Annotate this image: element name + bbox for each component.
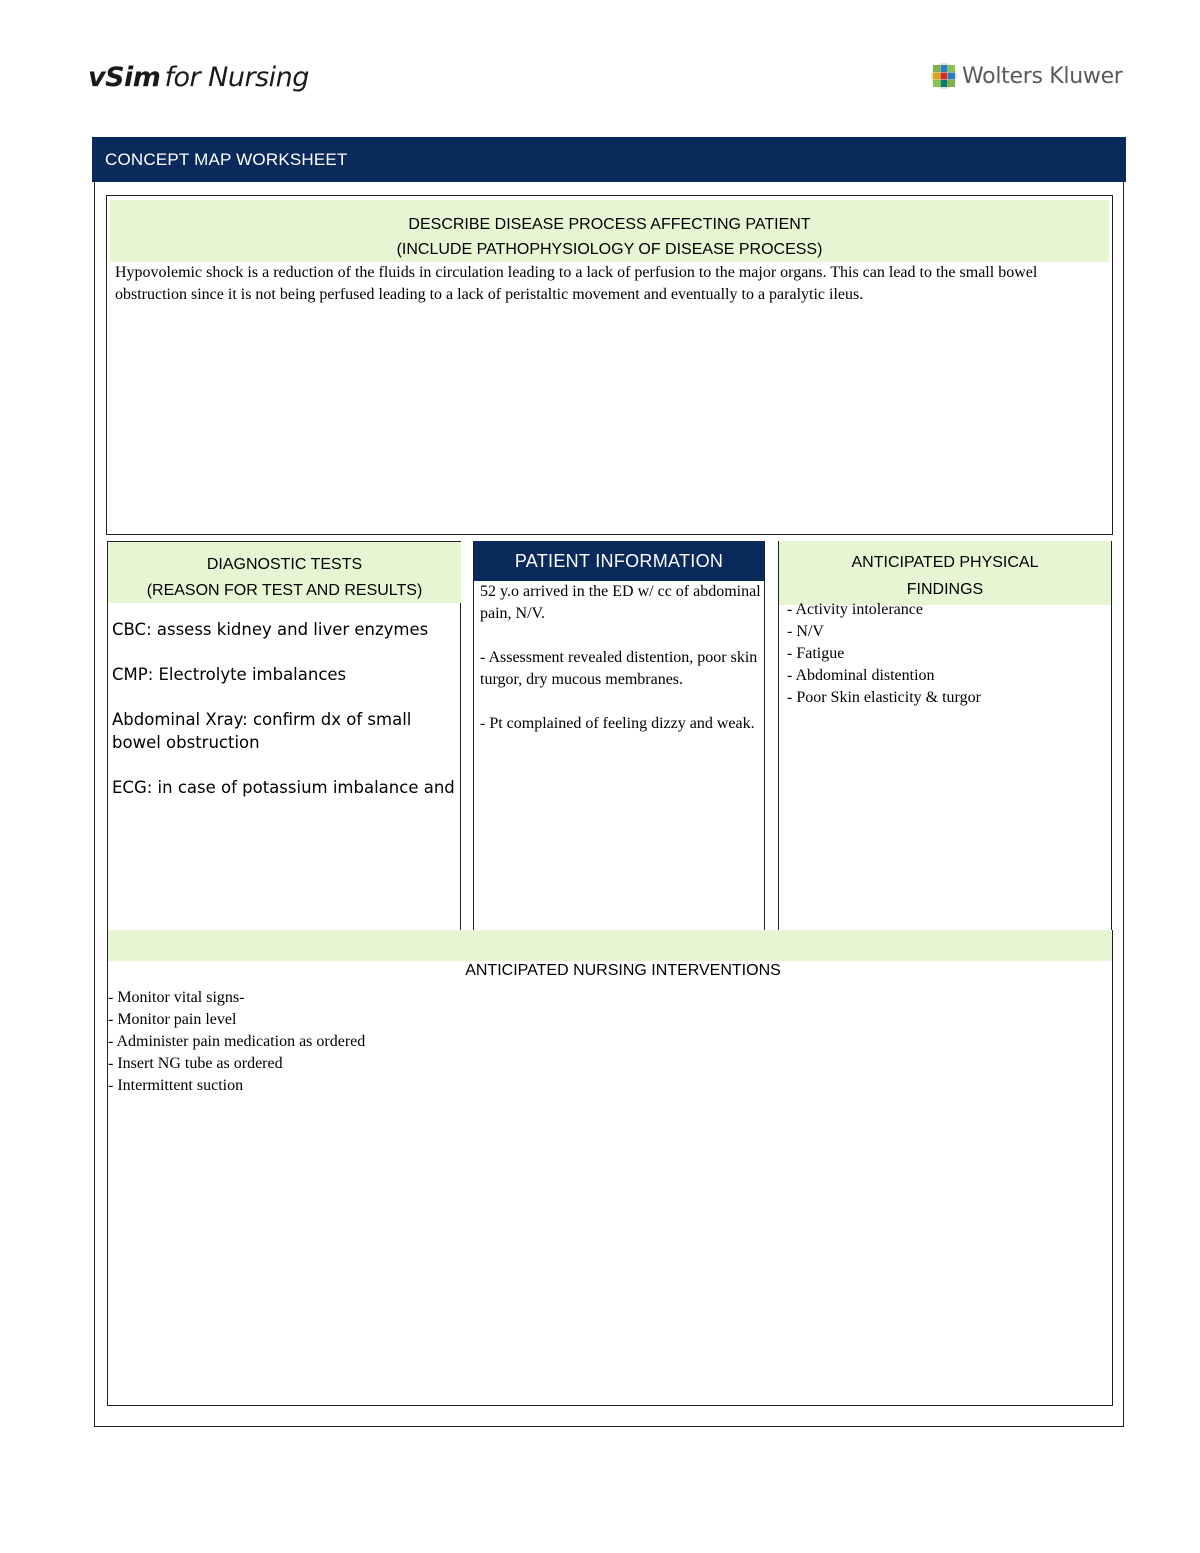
nursing-interventions-list [108,987,1008,1097]
diagnostic-item: CBC: assess kidney and liver enzymes [112,620,429,639]
patient-paragraph: - Assessment revealed distention, poor skin turgor, dry mucous membranes. [480,649,758,688]
patient-paragraph: 52 y.o arrived in the ED w/ cc of abdominal pain, N/V. [480,583,761,622]
nursing-interventions-heading: ANTICIPATED NURSING INTERVENTIONS [465,962,781,979]
publisher-logo [930,62,1123,90]
disease-heading-line2: (INCLUDE PATHOPHYSIOLOGY OF DISEASE PROCESS) [396,241,823,258]
disease-heading-line1: DESCRIBE DISEASE PROCESS AFFECTING PATIENT [408,216,811,233]
physical-findings-list [787,599,1107,709]
brand-logo [88,62,309,93]
findings-item: - Abdominal distention [787,667,935,684]
diagnostic-tests-section [107,541,461,931]
patient-information-section [473,541,765,931]
nursing-interventions-section [107,930,1113,1406]
findings-item: - Poor Skin elasticity & turgor [787,689,981,706]
brand-logo-rest: for Nursing [164,62,309,93]
nursing-interventions-band [108,930,1112,961]
nursing-item: - Monitor pain level [108,1011,237,1028]
publisher-name: Wolters Kluwer [962,63,1123,89]
diagnostic-tests-list [112,619,457,822]
nursing-item: - Insert NG tube as ordered [108,1055,283,1072]
nursing-item: - Intermittent suction [108,1077,244,1094]
nursing-item: - Monitor vital signs- [108,989,245,1006]
worksheet-title: CONCEPT MAP WORKSHEET [105,149,348,169]
brand-logo-bold: vSim [88,62,161,93]
patient-paragraph: - Pt complained of feeling dizzy and weak. [480,715,755,732]
patient-information-heading: PATIENT INFORMATION [474,541,764,581]
findings-item: - Activity intolerance [787,601,923,618]
disease-process-text: Hypovolemic shock is a reduction of the fluids in circulation leading to a lack of perfusion to the major organs. This can lead to the small bowel obstruction since it is not being perfused leading to a lack of peristaltic movement and eventually to a paralytic ileus. [115,264,1038,303]
physical-findings-section [778,541,1112,931]
diagnostic-heading-line1: DIAGNOSTIC TESTS [206,556,363,573]
diagnostic-item: ECG: in case of potassium imbalance and [112,777,455,797]
wolters-kluwer-logo-icon [930,62,958,90]
disease-process-heading [110,200,1109,262]
findings-item: - Fatigue [787,645,845,662]
findings-heading-line2: FINDINGS [906,581,984,598]
diagnostic-item: Abdominal Xray: confirm dx of small bowel obstruction [112,710,412,752]
diagnostic-heading-line2: (REASON FOR TEST AND RESULTS) [146,582,423,599]
findings-item: - N/V [787,623,824,640]
worksheet-title-bar [92,137,1126,182]
disease-process-section [106,195,1113,535]
nursing-item: - Administer pain medication as ordered [108,1033,366,1050]
physical-findings-heading [779,541,1111,605]
patient-information-text [480,581,764,757]
diagnostic-tests-heading [108,541,461,603]
diagnostic-item: CMP: Electrolyte imbalances [112,665,347,684]
findings-heading-line1: ANTICIPATED PHYSICAL [851,554,1039,571]
